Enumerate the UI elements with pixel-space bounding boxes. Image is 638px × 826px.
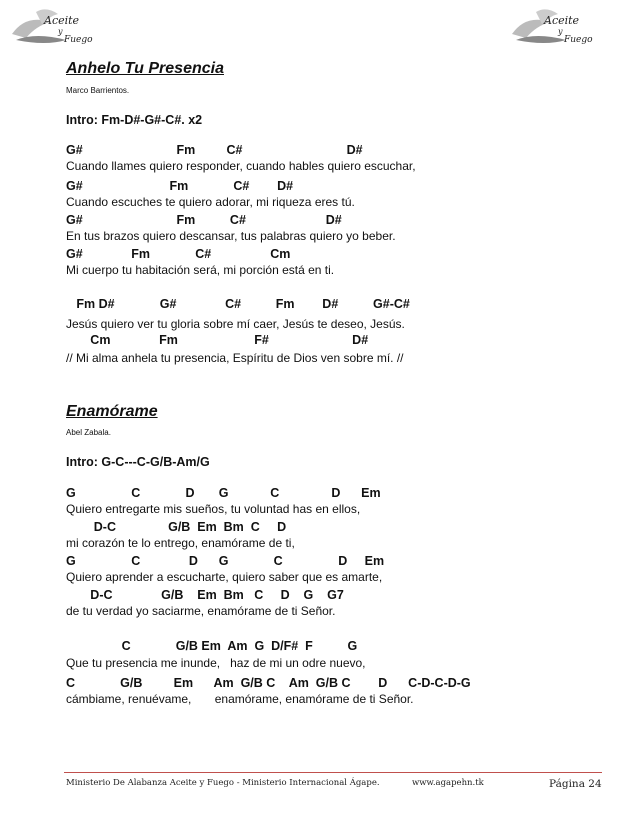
chord-line: G# Fm C# D# bbox=[66, 179, 294, 193]
svg-text:Fuego: Fuego bbox=[564, 35, 593, 45]
lyric-line: Quiero aprender a escucharte, quiero saber que es amarte, bbox=[66, 570, 383, 584]
lyric-line: Jesús quiero ver tu gloria sobre mí caer, Jesús te deseo, Jesús. bbox=[66, 317, 405, 331]
chord-line: G# Fm C# D# bbox=[66, 213, 342, 227]
chord-line: C G/B Em Am G D/F# F G bbox=[66, 639, 358, 653]
lyric-line: Que tu presencia me inunde, haz de mi un odre nuevo, bbox=[66, 656, 366, 670]
song-title: Anhelo Tu Presencia bbox=[66, 60, 224, 77]
ministry-logo-right bbox=[506, 4, 596, 48]
chord-line: G# Fm C# Cm bbox=[66, 247, 291, 261]
song-author: Abel Zabala. bbox=[66, 428, 111, 437]
lyric-line: Mi cuerpo tu habitación será, mi porción está en ti. bbox=[66, 263, 335, 277]
footer-organization: Ministerio De Alabanza Aceite y Fuego - Ministerio Internacional Ágape. bbox=[66, 778, 380, 788]
lyric-line: // Mi alma anhela tu presencia, Espíritu de Dios ven sobre mí. // bbox=[66, 351, 404, 365]
song-intro: Intro: G-C---C-G/B-Am/G bbox=[66, 455, 210, 469]
chord-line: Cm Fm F# D# bbox=[66, 333, 369, 347]
lyric-line: Cuando llames quiero responder, cuando hables quiero escuchar, bbox=[66, 159, 416, 173]
chord-line: G# Fm C# D# bbox=[66, 143, 363, 157]
lyric-line: Quiero entregarte mis sueños, tu voluntad has en ellos, bbox=[66, 502, 361, 516]
chord-line: G C D G C D Em bbox=[66, 554, 385, 568]
ministry-logo-left bbox=[6, 4, 96, 48]
svg-text:Fuego: Fuego bbox=[64, 35, 93, 45]
chord-line: C G/B Em Am G/B C Am G/B C D C-D-C-D-G bbox=[66, 676, 471, 690]
chord-line: D-C G/B Em Bm C D bbox=[66, 520, 287, 534]
lyric-line: En tus brazos quiero descansar, tus palabras quiero yo beber. bbox=[66, 229, 396, 243]
logo-text: Aceite bbox=[44, 14, 80, 27]
footer-website: www.agapehn.tk bbox=[412, 778, 484, 788]
lyric-line: de tu verdad yo saciarme, enamórame de ti Señor. bbox=[66, 604, 336, 618]
song-title: Enamórame bbox=[66, 403, 158, 420]
svg-text:Aceite: Aceite bbox=[544, 14, 580, 27]
chord-line: G C D G C D Em bbox=[66, 486, 381, 500]
svg-text:y: y bbox=[558, 27, 563, 36]
svg-text:y: y bbox=[58, 27, 63, 36]
song-intro: Intro: Fm-D#-G#-C#. x2 bbox=[66, 113, 203, 127]
chord-line: Fm D# G# C# Fm D# G#-C# bbox=[66, 297, 410, 311]
lyric-line: mi corazón te lo entrego, enamórame de ti, bbox=[66, 536, 295, 550]
footer-divider bbox=[64, 772, 602, 773]
lyric-line: Cuando escuches te quiero adorar, mi riqueza eres tú. bbox=[66, 195, 355, 209]
chord-line: D-C G/B Em Bm C D G G7 bbox=[66, 588, 344, 602]
lyric-line: cámbiame, renuévame, enamórame, enamórame de ti Señor. bbox=[66, 692, 414, 706]
page-number: Página 24 bbox=[549, 778, 602, 790]
song-author: Marco Barrientos. bbox=[66, 86, 130, 95]
